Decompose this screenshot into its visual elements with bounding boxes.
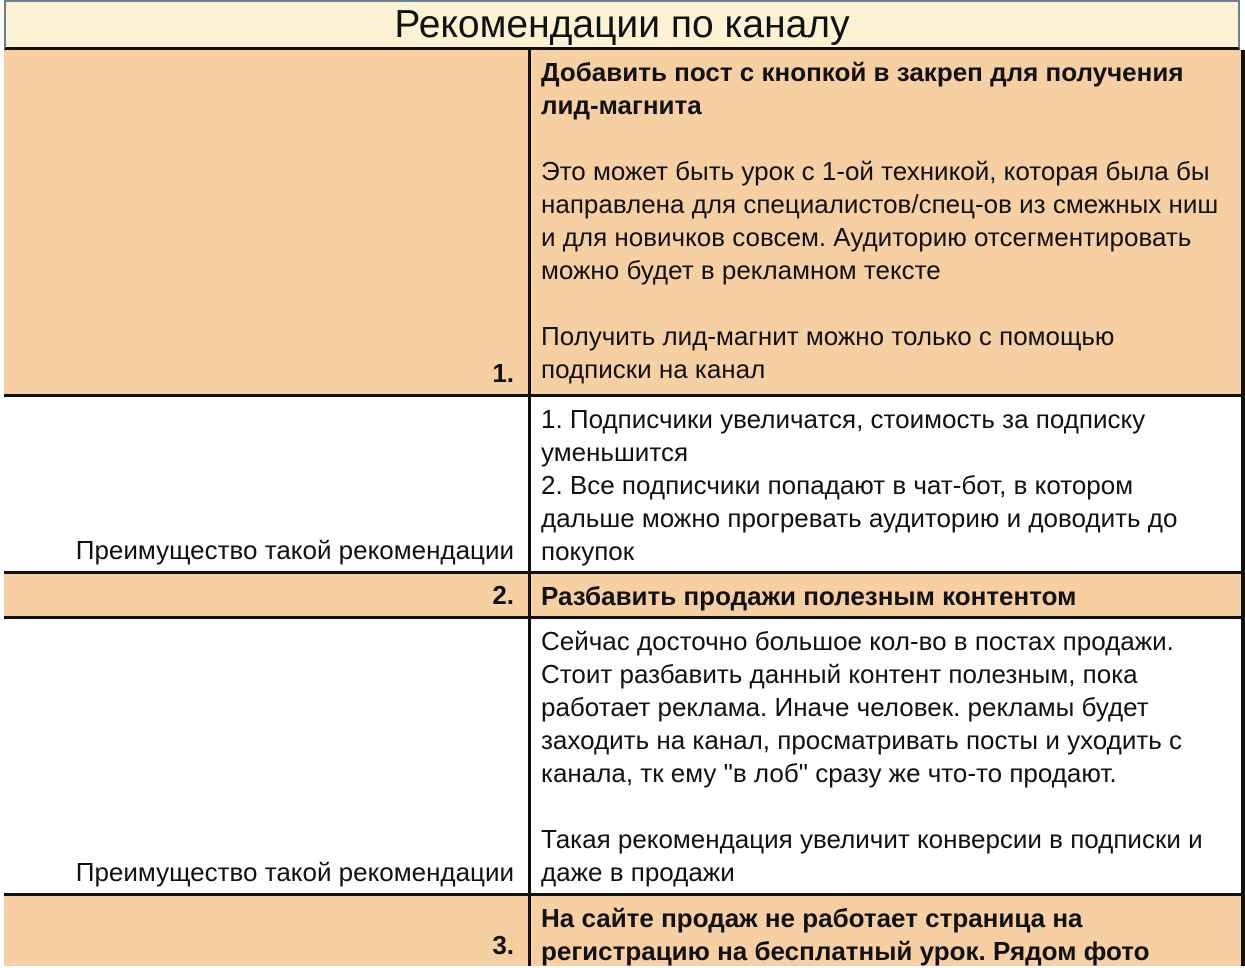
advantage-text: Такая рекомендация увеличит конверсии в подписки и даже в продажи: [541, 824, 1203, 887]
advantage-cell: [531, 619, 1241, 893]
recommendation-heading: На сайте продаж не работает страница на регистрацию на бесплатный урок. Рядом фото: [541, 903, 1150, 966]
sheet-title: Рекомендации по каналу: [4, 0, 1240, 50]
advantage-line: 1. Подписчики увеличатся, стоимость за подписку уменьшится: [541, 404, 1146, 467]
table-border: [1241, 50, 1245, 966]
advantage-cell: [531, 397, 1241, 571]
recommendation-text: Получить лид-магнит можно только с помощью подписки на канал: [541, 321, 1115, 384]
row-number: 2.: [4, 574, 531, 616]
advantage-line: 2. Все подписчики попадают в чат-бот, в котором дальше можно прогревать аудиторию и доводить до покупок: [541, 470, 1178, 566]
recommendation-cell: [531, 896, 1241, 966]
table-row-5: [4, 896, 1241, 966]
recommendation-heading: Добавить пост с кнопкой в закреп для получения лид-магнита: [541, 57, 1184, 120]
advantage-label: Преимущество такой рекомендации: [4, 397, 531, 571]
advantage-text: Сейчас досточно большое кол-во в постах продажи. Стоит разбавить данный контент полезным, пока работает реклама. Иначе человек. рекламы будет заходить на канал, просматривать посты и уходить с канала, тк ему "в лоб" сразу же что-то продают.: [541, 626, 1183, 788]
table-row-1: [4, 50, 1241, 397]
recommendation-cell: [531, 50, 1241, 394]
row-number: 3.: [4, 896, 531, 966]
recommendation-text: Это может быть урок с 1-ой техникой, которая была бы направлена для специалистов/спец-ов из смежных ниш и для новичков совсем. Аудиторию отсегментировать можно будет в рекламном тексте: [541, 156, 1219, 285]
recommendation-cell: [531, 574, 1241, 616]
table-row-2: [4, 397, 1241, 574]
advantage-label: Преимущество такой рекомендации: [4, 619, 531, 893]
row-number: 1.: [4, 50, 531, 394]
table-row-3: [4, 574, 1241, 619]
table-row-4: [4, 619, 1241, 896]
recommendation-heading: Разбавить продажи полезным контентом: [541, 581, 1077, 611]
